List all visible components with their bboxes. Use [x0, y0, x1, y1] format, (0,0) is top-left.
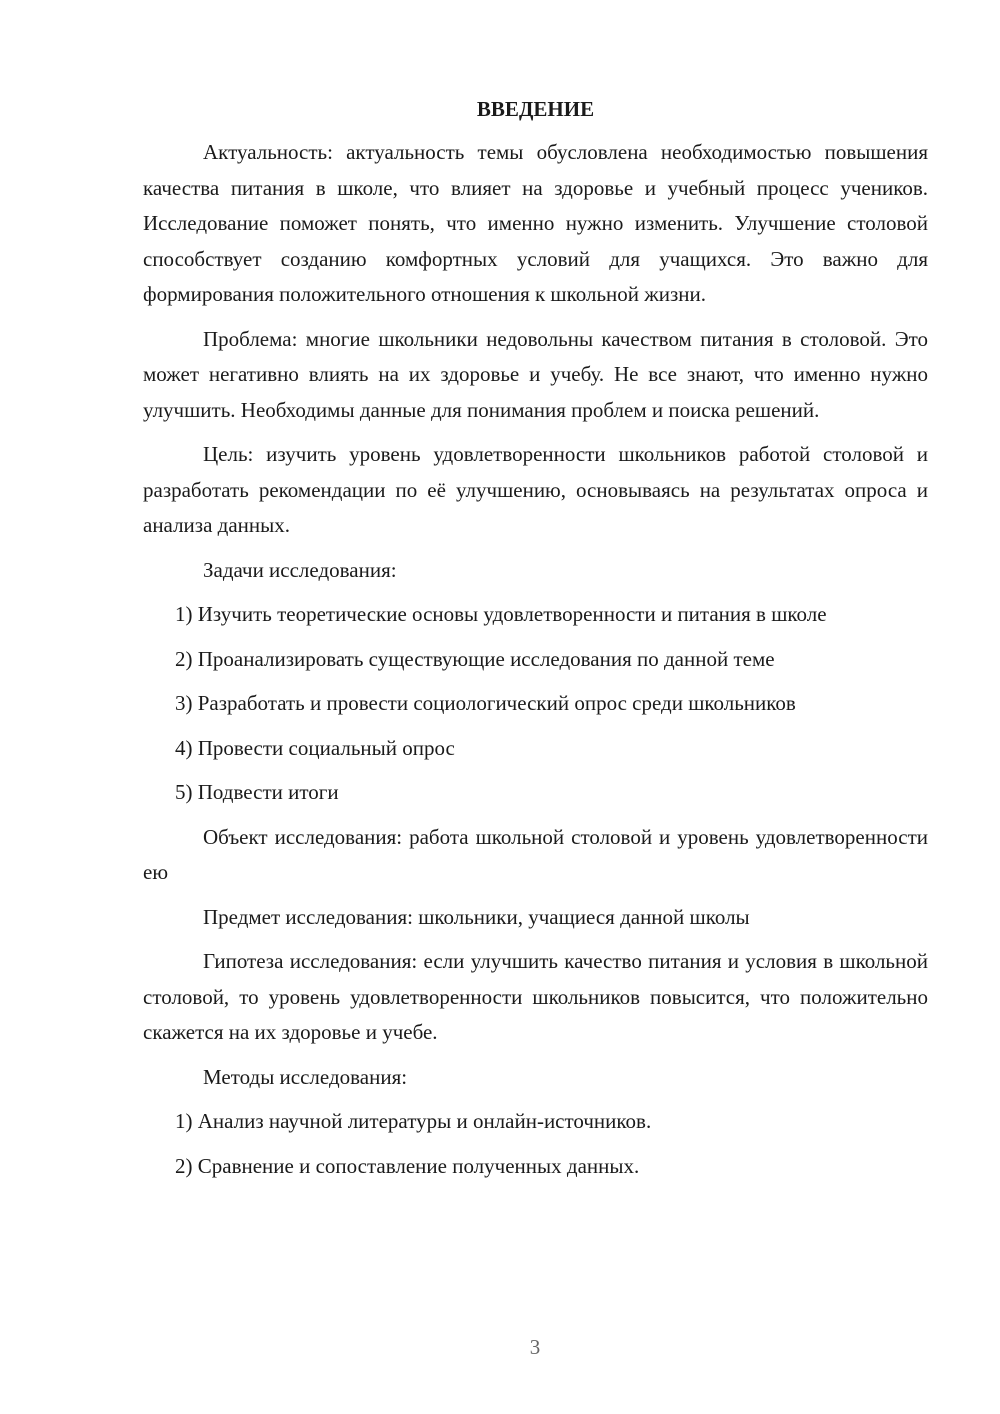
task-item-2: 2) Проанализировать существующие исследования по данной теме: [175, 646, 775, 671]
paragraph-subject: Предмет исследования: школьники, учащиеся данной школы: [203, 904, 750, 929]
paragraph-hypothesis: Гипотеза исследования: если улучшить качество питания и условия в школьной столовой, то уровень удовлетворенности школьников повысится, что положительно скажется на их здоровье и учебе.: [143, 949, 928, 1044]
task-item-3: 3) Разработать и провести социологический опрос среди школьников: [175, 691, 796, 715]
task-item-5: 5) Подвести итоги: [175, 780, 339, 804]
paragraph-relevance: Актуальность: актуальность темы обусловлена необходимостью повышения качества питания в школе, что влияет на здоровье и учебный процесс учеников. Исследование поможет понять, что именно нужно изменить. Улучшение столовой способствует созданию комфортных условий для учащихся. Это важно для формирования положительного отношения к школьной жизни.: [143, 140, 928, 306]
task-item-4: 4) Провести социальный опрос: [175, 735, 455, 760]
paragraph-goal: Цель: изучить уровень удовлетворенности школьников работой столовой и разработать рекомендации по её улучшению, основываясь на результатах опроса и анализа данных.: [143, 442, 928, 537]
tasks-title: Задачи исследования:: [203, 557, 397, 582]
page-number: 3: [529, 1335, 541, 1359]
page-heading: ВВЕДЕНИЕ: [476, 97, 595, 121]
method-item-1: 1) Анализ научной литературы и онлайн-источников.: [175, 1109, 652, 1133]
task-item-1: 1) Изучить теоретические основы удовлетворенности и питания в школе: [175, 602, 827, 626]
method-item-2: 2) Сравнение и сопоставление полученных данных.: [175, 1153, 640, 1178]
paragraph-problem: Проблема: многие школьники недовольны качеством питания в столовой. Это может негативно влиять на их здоровье и учебу. Не все знают, что именно нужно улучшить. Необходимы данные для понимания проблем и поиска решений.: [143, 326, 928, 422]
methods-title: Методы исследования:: [203, 1064, 408, 1089]
page-content: [143, 92, 928, 1193]
paragraph-object: Объект исследования: работа школьной столовой и уровень удовлетворенности ею: [143, 824, 928, 884]
